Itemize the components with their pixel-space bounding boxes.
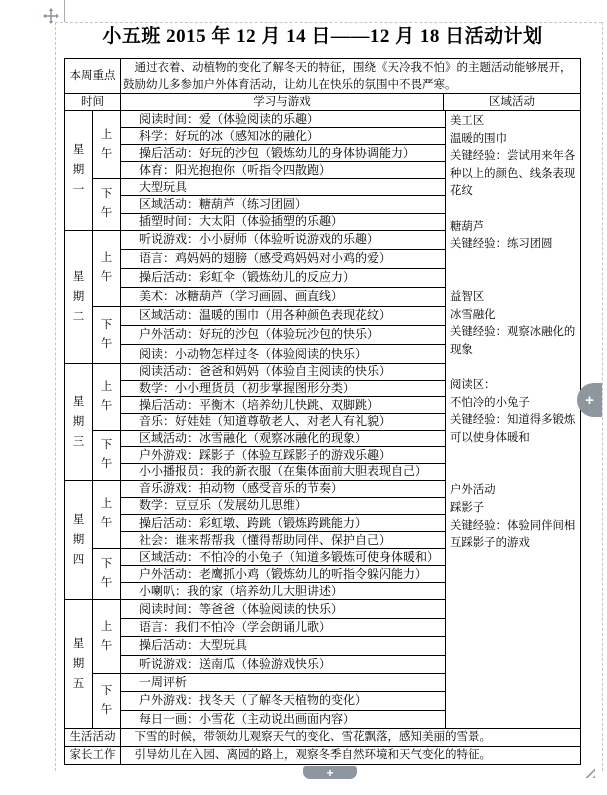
vertical-char: 午 <box>100 703 113 716</box>
daily-life-text: 下雪的时候，带领幼儿观察天气的变化、雪花飘落，感知美丽的雪景。 <box>134 731 491 743</box>
activity-cell: 户外活动：老鹰抓小鸡（锻炼幼儿的听指令躲闪能力） <box>121 566 445 583</box>
day-group-4 <box>65 481 445 601</box>
activity-cell: 操后活动：大型玩具 <box>121 637 445 655</box>
activity-cell: 操后活动：彩虹墩、跨跳（锻炼跨跳能力） <box>121 515 445 532</box>
vertical-char: 上 <box>100 620 113 633</box>
region-activity-line: 阅读区： <box>450 378 496 391</box>
activities-column <box>121 111 445 230</box>
vertical-char: 期 <box>72 290 85 303</box>
vertical-char: 下 <box>100 318 113 331</box>
weekly-focus-text: 通过衣着、动植物的变化了解冬天的特征，围绕《天冷我不怕》的主题活动能够展开，鼓励幼儿多参加户外体育活动，让幼儿在快乐的氛围中不畏严寒。 <box>123 62 572 91</box>
vertical-char: 下 <box>100 684 113 697</box>
time-column <box>93 600 121 728</box>
activity-cell: 区域活动：冰雪融化（观察冰融化的现象） <box>121 431 445 448</box>
header-region-activities: 区域活动 <box>489 95 535 108</box>
day-group-5 <box>65 600 445 728</box>
activity-cell: 区域活动：不怕冷的小兔子（知道多锻炼可使身体暖和） <box>121 549 445 566</box>
activity-cell: 插塑时间：大太阳（体验插塑的乐趣） <box>139 214 344 229</box>
weekly-plan-table <box>64 58 581 765</box>
text-boundary-left <box>55 22 56 771</box>
activity-cell: 科学：好玩的冰（感知冰的融化） <box>121 128 445 145</box>
day-group-2 <box>65 231 445 364</box>
vertical-char: 星 <box>72 144 85 157</box>
activity-cell: 区域活动：温暖的围巾（用各种颜色表现花纹） <box>121 307 445 326</box>
weekly-focus-row <box>65 59 580 94</box>
vertical-char: 午 <box>100 337 113 350</box>
day-group-3 <box>65 364 445 481</box>
activity-cell: 听说游戏：小小厨师（体验听说游戏的乐趣） <box>121 231 445 250</box>
days-container <box>65 111 445 728</box>
region-activity-line: 糖葫芦 <box>450 220 485 233</box>
bottom-add-button[interactable]: + <box>303 766 357 779</box>
table-move-handle-icon[interactable] <box>43 8 59 24</box>
region-blank-line <box>450 254 577 272</box>
activities-column <box>121 231 445 363</box>
region-activity-line: 温暖的围巾 <box>450 132 507 145</box>
vertical-char: 五 <box>72 678 85 691</box>
activity-cell: 语言：鸡妈妈的翅膀（感受鸡妈妈对小鸡的爱） <box>121 250 445 269</box>
time-column <box>93 231 121 363</box>
vertical-char: 期 <box>72 415 85 428</box>
region-blank-line <box>450 359 577 377</box>
activity-cell: 美术：冰糖葫芦（学习画圆、画直线） <box>121 288 445 307</box>
vertical-char: 期 <box>72 534 85 547</box>
region-activity-line: 踩影子 <box>450 502 485 515</box>
region-activity-line: 关键经验：知道得多锻炼可以使身体暖和 <box>450 414 576 444</box>
pm-label <box>93 674 120 728</box>
activity-cell: 操后活动：彩虹伞（锻炼幼儿的反应力） <box>121 269 445 288</box>
activities-column <box>121 600 445 728</box>
region-activities-cell <box>445 111 580 728</box>
time-column <box>93 481 121 600</box>
activity-cell: 数学：小小理货员（初步掌握图形分类） <box>121 381 445 398</box>
activity-cell: 一周评析 <box>121 674 445 692</box>
table-resize-handle[interactable] <box>584 767 595 778</box>
region-activity-line: 关键经验：观察冰融化的现象 <box>450 326 576 356</box>
am-label <box>93 231 120 307</box>
time-column <box>93 111 121 230</box>
activity-cell: 每日一画：小雪花（主动说出画面内容） <box>139 711 356 726</box>
vertical-char: 期 <box>72 658 85 671</box>
region-blank-line <box>450 271 577 289</box>
am-label <box>93 600 120 673</box>
activity-cell: 阅读时间：爱（体验阅读的乐趣） <box>121 111 445 128</box>
activity-cell: 阅读活动：爸爸和妈妈（体验自主阅读的快乐） <box>121 364 445 381</box>
activity-cell: 阅读时间：等爸爸（体验阅读的快乐） <box>121 600 445 618</box>
vertical-char: 期 <box>72 164 85 177</box>
vertical-char: 四 <box>72 554 85 567</box>
am-label <box>93 364 120 431</box>
region-activity-line: 关键经验：尝试用来年各种以上的颜色、线条表现花纹 <box>450 150 576 198</box>
vertical-char: 星 <box>72 270 85 283</box>
vertical-char: 星 <box>72 395 85 408</box>
activity-cell: 音乐：好娃娃（知道尊敬老人、对老人有礼貌） <box>121 414 445 431</box>
day-group-1 <box>65 111 445 231</box>
vertical-char: 午 <box>100 577 113 590</box>
activity-cell: 小小播报员：我的新衣服（在集体面前大胆表现自己） <box>139 464 428 479</box>
day-label <box>65 111 93 230</box>
am-label <box>93 481 120 549</box>
activity-cell: 小喇叭：我的家（培养幼儿大胆讲述） <box>139 583 344 598</box>
vertical-char: 午 <box>100 517 113 530</box>
vertical-char: 午 <box>100 639 113 652</box>
vertical-char: 下 <box>100 188 113 201</box>
region-activity-line: 户外活动 <box>450 484 496 497</box>
parent-work-row <box>65 746 580 764</box>
pm-label <box>93 431 120 480</box>
activity-cell: 语言：我们不怕冷（学会朗诵儿歌） <box>121 619 445 637</box>
vertical-char: 上 <box>100 498 113 511</box>
vertical-char: 星 <box>72 514 85 527</box>
region-activity-line: 关键经验：体验同伴间相互踩影子的游戏 <box>450 519 576 550</box>
table-body <box>65 111 580 728</box>
vertical-char: 一 <box>72 184 85 197</box>
region-activity-line: 益智区 <box>450 290 485 303</box>
vertical-char: 午 <box>100 399 113 412</box>
activity-cell: 户外游戏：找冬天（了解冬天植物的变化） <box>121 692 445 710</box>
vertical-char: 上 <box>100 380 113 393</box>
activity-cell: 操后活动：平衡木（培养幼儿快跳、双脚跳） <box>121 397 445 414</box>
daily-life-label: 生活活动 <box>65 729 121 746</box>
activity-cell: 大型玩具 <box>121 179 445 196</box>
day-label <box>65 231 93 363</box>
activity-cell: 数学：豆豆乐（发展幼儿思维） <box>121 498 445 515</box>
region-blank-line <box>450 447 577 465</box>
activity-cell: 体育：阳光抱抱你（听指令四散跑） <box>121 162 445 179</box>
vertical-char: 三 <box>72 435 85 448</box>
region-activity-line: 冰雪融化 <box>450 308 496 321</box>
document-title: 小五班 2015 年 12 月 14 日——12 月 18 日活动计划 <box>102 26 543 47</box>
activity-cell: 区域活动：糖葫芦（练习团圆） <box>121 196 445 213</box>
region-activity-line: 关键经验：练习团圆 <box>450 238 553 251</box>
time-column <box>93 364 121 480</box>
day-label <box>65 364 93 480</box>
header-time: 时间 <box>65 94 121 110</box>
weekly-focus-label: 本周重点 <box>65 59 121 93</box>
vertical-char: 下 <box>100 558 113 571</box>
activity-cell: 户外活动：好玩的沙包（体验玩沙包的快乐） <box>121 326 445 345</box>
pm-label <box>93 179 120 229</box>
region-activity-line: 不怕冷的小兔子 <box>450 396 530 409</box>
vertical-char: 午 <box>100 271 113 284</box>
am-label <box>93 111 120 179</box>
activities-column <box>121 364 445 480</box>
vertical-char: 午 <box>100 207 113 220</box>
side-add-button[interactable]: + <box>577 383 602 417</box>
vertical-char: 午 <box>100 458 113 471</box>
region-activity-line: 美工区 <box>450 115 485 127</box>
activity-cell: 操后活动：好玩的沙包（锻炼幼儿的身体协调能力） <box>121 145 445 162</box>
pm-label <box>93 307 120 363</box>
parent-work-text: 引导幼儿在入园、离园的路上，观察冬季自然环境和天气变化的特征。 <box>134 749 491 761</box>
daily-life-row <box>65 728 580 746</box>
parent-work-label: 家长工作 <box>65 747 121 764</box>
activity-cell: 户外游戏：踩影子（体验互踩影子的游戏乐趣） <box>121 447 445 464</box>
day-label <box>65 481 93 600</box>
region-blank-line <box>450 465 577 483</box>
text-boundary-right <box>602 22 603 771</box>
day-label <box>65 600 93 728</box>
table-header-row <box>65 94 580 111</box>
vertical-char: 上 <box>100 128 113 141</box>
region-blank-line <box>450 201 577 219</box>
activity-cell: 社会：谁来帮帮我（懂得帮助同伴、保护自己） <box>121 532 445 549</box>
activity-cell: 音乐游戏：拍动物（感受音乐的节奏） <box>121 481 445 498</box>
vertical-char: 星 <box>72 638 85 651</box>
activity-cell: 听说游戏：送南瓜（体验游戏快乐） <box>121 656 445 674</box>
activity-cell: 阅读：小动物怎样过冬（体验阅读的快乐） <box>139 346 368 361</box>
vertical-char: 下 <box>100 439 113 452</box>
margin-tick <box>64 0 65 22</box>
vertical-char: 二 <box>72 310 85 323</box>
vertical-char: 上 <box>100 252 113 265</box>
activities-column <box>121 481 445 600</box>
header-learning-games: 学习与游戏 <box>121 94 444 110</box>
pm-label <box>93 549 120 599</box>
vertical-char: 午 <box>100 147 113 160</box>
